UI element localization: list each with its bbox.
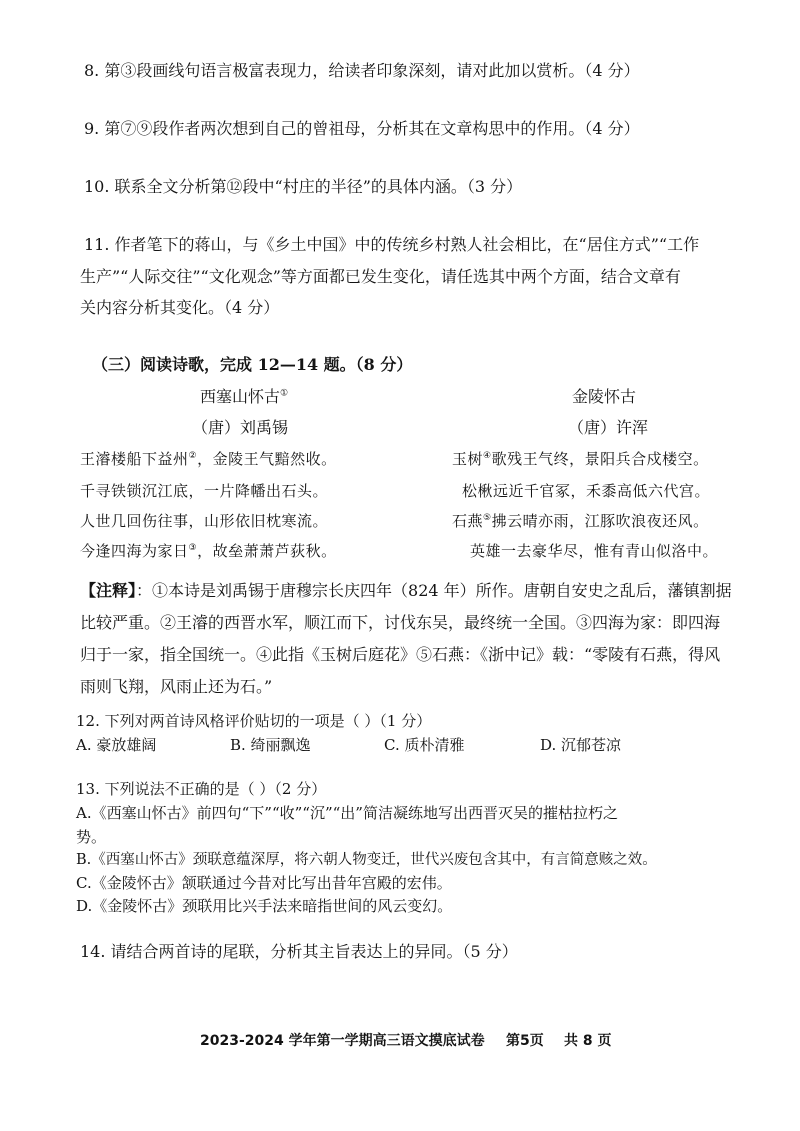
poem2-line-2: 松楸远近千官冢，禾黍高低六代宫。 bbox=[462, 482, 711, 500]
question-11-line-2: 生产”“人际交往”“文化观念”等方面都已发生变化，请任选其中两个方面，结合文章有 bbox=[80, 267, 681, 286]
poem2-title: 金陵怀古 bbox=[572, 387, 637, 406]
poem1-author: （唐）刘禹锡 bbox=[192, 418, 289, 437]
poem1-line-4-a: 今逢四海为家日 bbox=[80, 542, 189, 560]
q13-option-a-line-2: 势。 bbox=[76, 828, 107, 846]
footer-total-pages: 共 8 页 bbox=[564, 1033, 612, 1049]
q12-option-d: D. 沉郁苍凉 bbox=[540, 736, 622, 754]
poem2-line-1-note: ④ bbox=[483, 451, 492, 461]
q13-option-d: D.《金陵怀古》颈联用比兴手法来暗指世间的风云变幻。 bbox=[76, 897, 453, 915]
question-11-line-3: 关内容分析其变化。（4 分） bbox=[80, 298, 280, 317]
notes-label: 【注释】 bbox=[80, 581, 137, 600]
poem1-title-text: 西塞山怀古 bbox=[200, 387, 281, 406]
q13-option-b: B.《西塞山怀古》颈联意蕴深厚，将六朝人物变迁，世代兴废包含其中，有言简意赅之效。 bbox=[76, 852, 657, 868]
q12-option-b: B. 绮丽飘逸 bbox=[230, 736, 311, 754]
q12-option-c: C. 质朴清雅 bbox=[384, 736, 465, 754]
poem2-line-1-b: 歌残王气终，景阳兵合戍楼空。 bbox=[491, 450, 709, 468]
q12-option-a: A. 豪放雄阔 bbox=[76, 736, 157, 754]
poem1-line-4 bbox=[80, 540, 337, 561]
poem1-line-1-b: ，金陵王气黯然收。 bbox=[197, 450, 337, 468]
footer-page-number: 第5页 bbox=[506, 1033, 544, 1049]
poem1-line-1 bbox=[80, 448, 337, 469]
q13-option-a-line-1: A.《西塞山怀古》前四句“下”“收”“沉”“出”简洁凝练地写出西晋灭吴的摧枯拉朽之 bbox=[76, 804, 618, 822]
question-13: 13. 下列说法不正确的是（ ）（2 分） bbox=[76, 780, 327, 798]
question-9: 9. 第⑦⑨段作者两次想到自己的曾祖母，分析其在文章构思中的作用。（4 分） bbox=[84, 119, 640, 138]
q13-option-c: C.《金陵怀古》颔联通过今昔对比写出昔年宫殿的宏伟。 bbox=[76, 874, 452, 892]
question-11-line-1: 11. 作者笔下的蒋山，与《乡土中国》中的传统乡村熟人社会相比，在“居住方式”“工作 bbox=[84, 235, 700, 254]
section-heading: （三）阅读诗歌，完成 12—14 题。（8 分） bbox=[92, 355, 413, 374]
poem2-line-1-a: 玉树 bbox=[452, 450, 484, 468]
poem1-line-4-note: ③ bbox=[188, 543, 198, 553]
poem1-title bbox=[200, 384, 288, 407]
poem2-line-3 bbox=[452, 510, 709, 531]
poem1-line-3: 人世几回伤往事，山形依旧枕寒流。 bbox=[80, 512, 329, 530]
poem2-line-3-note: ⑤ bbox=[483, 513, 492, 523]
poem-notes bbox=[80, 575, 732, 703]
poem2-line-3-b: 拂云晴亦雨，江豚吹浪夜还风。 bbox=[491, 512, 709, 530]
footer-exam-title: 2023-2024 学年第一学期高三语文摸底试卷 bbox=[200, 1033, 485, 1049]
poem2-line-1 bbox=[452, 448, 709, 469]
poem2-line-4: 英雄一去豪华尽，惟有青山似洛中。 bbox=[470, 542, 719, 560]
question-8: 8. 第③段画线句语言极富表现力，给读者印象深刻，请对此加以赏析。（4 分） bbox=[84, 61, 640, 80]
poem2-author: （唐）许浑 bbox=[568, 418, 649, 437]
notes-text: ：①本诗是刘禹锡于唐穆宗长庆四年（824 年）所作。唐朝自安史之乱后，藩镇割据比较严重。②王濬的西晋水军，顺江而下，讨伐东吴，最终统一全国。③四海为家：即四海归于一家，指全国统一。④此指《玉树后庭花》⑤石燕：《浙中记》载：“零陵有石燕，得风雨则飞翔，风雨止还为石。” bbox=[80, 581, 732, 696]
question-10: 10. 联系全文分析第⑫段中“村庄的半径”的具体内涵。（3 分） bbox=[84, 177, 523, 196]
poem1-line-1-note: ② bbox=[188, 451, 198, 461]
poem1-line-4-b: ，故垒萧萧芦荻秋。 bbox=[197, 542, 337, 560]
question-14: 14. 请结合两首诗的尾联，分析其主旨表达上的异同。（5 分） bbox=[80, 942, 518, 961]
poem1-line-1-a: 王濬楼船下益州 bbox=[80, 450, 189, 468]
poem2-line-3-a: 石燕 bbox=[452, 512, 484, 530]
poem1-line-2: 千寻铁锁沉江底，一片降幡出石头。 bbox=[80, 482, 329, 500]
poem1-title-note: ① bbox=[280, 388, 289, 399]
question-12: 12. 下列对两首诗风格评价贴切的一项是（ ）（1 分） bbox=[76, 712, 432, 730]
